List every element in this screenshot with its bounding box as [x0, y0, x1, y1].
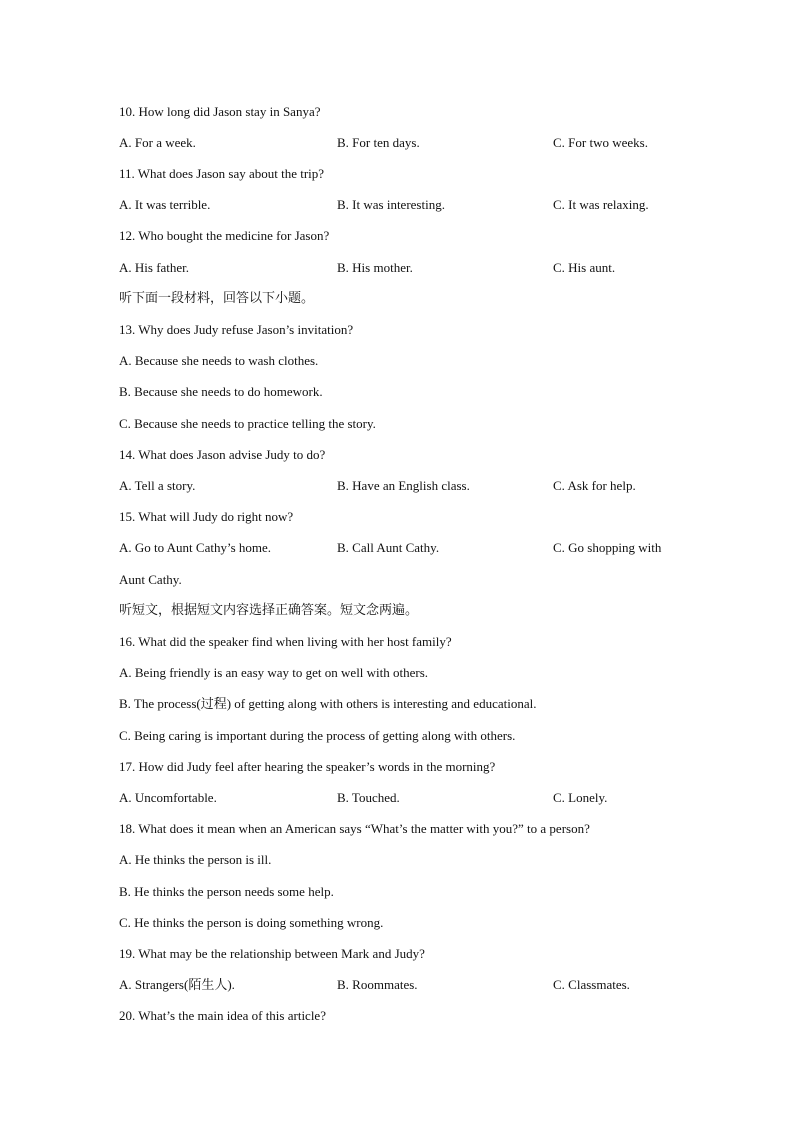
q10-option-a: A. For a week. [119, 135, 196, 150]
q17-option-c: C. Lonely. [553, 790, 608, 805]
q13-option-b: B. Because she needs to do homework. [119, 384, 323, 399]
q12-option-a: A. His father. [119, 260, 190, 275]
q19-option-a: A. Strangers(陌生人). [119, 977, 235, 992]
question-18: 18. What does it mean when an American says “What’s the matter with you?” to a person? [119, 821, 590, 836]
q11-option-a: A. It was terrible. [119, 197, 211, 212]
q15-option-b: B. Call Aunt Cathy. [337, 540, 440, 555]
q14-option-a: A. Tell a story. [119, 478, 196, 493]
q13-option-c: C. Because she needs to practice telling the story. [119, 416, 376, 431]
q15-option-a: A. Go to Aunt Cathy’s home. [119, 540, 272, 555]
q12-option-b: B. His mother. [337, 260, 413, 275]
question-19: 19. What may be the relationship between Mark and Judy? [119, 946, 425, 961]
question-15: 15. What will Judy do right now? [119, 509, 294, 524]
q19-option-c: C. Classmates. [553, 977, 630, 992]
q17-option-a: A. Uncomfortable. [119, 790, 217, 805]
q12-option-c: C. His aunt. [553, 260, 616, 275]
q11-option-b: B. It was interesting. [337, 197, 445, 212]
section-instruction-passage: 听短文，根据短文内容选择正确答案。短文念两遍。 [119, 603, 419, 618]
q18-option-c: C. He thinks the person is doing something wrong. [119, 915, 384, 930]
question-16: 16. What did the speaker find when living with her host family? [119, 634, 452, 649]
q16-option-a: A. Being friendly is an easy way to get on well with others. [119, 665, 429, 680]
q18-option-a: A. He thinks the person is ill. [119, 852, 272, 867]
q16-option-c: C. Being caring is important during the process of getting along with others. [119, 728, 516, 743]
q15-option-c-continued: Aunt Cathy. [119, 572, 182, 587]
question-12: 12. Who bought the medicine for Jason? [119, 228, 330, 243]
q13-option-a: A. Because she needs to wash clothes. [119, 353, 319, 368]
question-20: 20. What’s the main idea of this article? [119, 1008, 326, 1023]
question-14: 14. What does Jason advise Judy to do? [119, 447, 326, 462]
q10-option-c: C. For two weeks. [553, 135, 648, 150]
q15-option-c: C. Go shopping with [553, 540, 662, 555]
q18-option-b: B. He thinks the person needs some help. [119, 884, 334, 899]
q14-option-c: C. Ask for help. [553, 478, 636, 493]
question-10: 10. How long did Jason stay in Sanya? [119, 104, 321, 119]
q16-option-b: B. The process(过程) of getting along with others is interesting and educational. [119, 696, 537, 711]
question-17: 17. How did Judy feel after hearing the speaker’s words in the morning? [119, 759, 496, 774]
question-13: 13. Why does Judy refuse Jason’s invitation? [119, 322, 354, 337]
q17-option-b: B. Touched. [337, 790, 400, 805]
section-instruction-dialogue: 听下面一段材料，回答以下小题。 [119, 291, 315, 306]
q10-option-b: B. For ten days. [337, 135, 420, 150]
q11-option-c: C. It was relaxing. [553, 197, 649, 212]
q14-option-b: B. Have an English class. [337, 478, 470, 493]
question-11: 11. What does Jason say about the trip? [119, 166, 325, 181]
q19-option-b: B. Roommates. [337, 977, 418, 992]
